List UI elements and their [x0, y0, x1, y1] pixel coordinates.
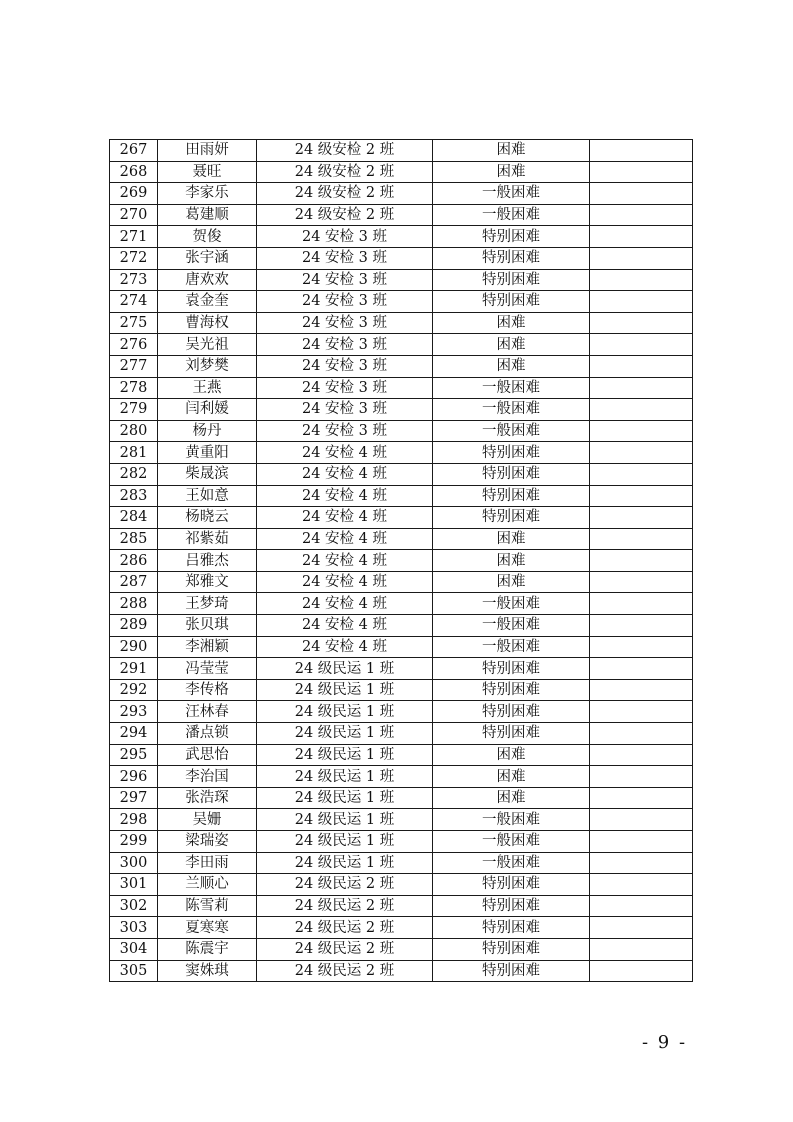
row-number-cell: 270 [110, 204, 158, 226]
difficulty-level-cell: 特别困难 [433, 291, 590, 313]
student-name-cell: 葛建顺 [158, 204, 257, 226]
table-body [110, 140, 693, 982]
remark-cell [590, 636, 693, 658]
row-number-cell: 294 [110, 723, 158, 745]
student-name-cell: 陈震宇 [158, 938, 257, 960]
class-cell: 24 安检 4 班 [257, 615, 433, 637]
student-name-cell: 兰顺心 [158, 874, 257, 896]
difficulty-level-cell: 特别困难 [433, 917, 590, 939]
difficulty-level-cell: 一般困难 [433, 183, 590, 205]
row-number-cell: 305 [110, 960, 158, 982]
remark-cell [590, 550, 693, 572]
remark-cell [590, 571, 693, 593]
table-row [110, 442, 693, 464]
row-number-cell: 273 [110, 269, 158, 291]
class-cell: 24 安检 3 班 [257, 334, 433, 356]
row-number-cell: 271 [110, 226, 158, 248]
row-number-cell: 277 [110, 355, 158, 377]
difficulty-level-cell: 一般困难 [433, 420, 590, 442]
row-number-cell: 288 [110, 593, 158, 615]
remark-cell [590, 809, 693, 831]
student-name-cell: 贺俊 [158, 226, 257, 248]
difficulty-level-cell: 特别困难 [433, 463, 590, 485]
difficulty-level-cell: 困难 [433, 744, 590, 766]
table-row [110, 420, 693, 442]
table-row [110, 679, 693, 701]
difficulty-level-cell: 一般困难 [433, 593, 590, 615]
row-number-cell: 304 [110, 938, 158, 960]
table-row [110, 615, 693, 637]
remark-cell [590, 269, 693, 291]
difficulty-level-cell: 特别困难 [433, 226, 590, 248]
table-row [110, 204, 693, 226]
remark-cell [590, 658, 693, 680]
remark-cell [590, 442, 693, 464]
student-name-cell: 杨丹 [158, 420, 257, 442]
student-name-cell: 张宇涵 [158, 247, 257, 269]
row-number-cell: 293 [110, 701, 158, 723]
row-number-cell: 303 [110, 917, 158, 939]
row-number-cell: 280 [110, 420, 158, 442]
row-number-cell: 281 [110, 442, 158, 464]
row-number-cell: 298 [110, 809, 158, 831]
remark-cell [590, 507, 693, 529]
remark-cell [590, 399, 693, 421]
student-name-cell: 柴晟滨 [158, 463, 257, 485]
remark-cell [590, 355, 693, 377]
class-cell: 24 级民运 1 班 [257, 658, 433, 680]
table-row [110, 658, 693, 680]
remark-cell [590, 938, 693, 960]
row-number-cell: 286 [110, 550, 158, 572]
student-name-cell: 李田雨 [158, 852, 257, 874]
difficulty-level-cell: 困难 [433, 355, 590, 377]
student-name-cell: 吕雅杰 [158, 550, 257, 572]
student-name-cell: 张贝琪 [158, 615, 257, 637]
table-row [110, 874, 693, 896]
class-cell: 24 安检 4 班 [257, 550, 433, 572]
difficulty-level-cell: 一般困难 [433, 615, 590, 637]
class-cell: 24 安检 3 班 [257, 269, 433, 291]
row-number-cell: 297 [110, 787, 158, 809]
remark-cell [590, 744, 693, 766]
remark-cell [590, 420, 693, 442]
difficulty-level-cell: 困难 [433, 528, 590, 550]
class-cell: 24 安检 4 班 [257, 507, 433, 529]
table-row [110, 463, 693, 485]
difficulty-level-cell: 特别困难 [433, 507, 590, 529]
student-name-cell: 张浩琛 [158, 787, 257, 809]
difficulty-level-cell: 一般困难 [433, 204, 590, 226]
remark-cell [590, 874, 693, 896]
table-row [110, 140, 693, 162]
student-name-cell: 王梦琦 [158, 593, 257, 615]
table-row [110, 528, 693, 550]
difficulty-level-cell: 特别困难 [433, 723, 590, 745]
row-number-cell: 300 [110, 852, 158, 874]
row-number-cell: 267 [110, 140, 158, 162]
student-name-cell: 黄重阳 [158, 442, 257, 464]
remark-cell [590, 852, 693, 874]
table-row [110, 809, 693, 831]
difficulty-level-cell: 困难 [433, 550, 590, 572]
remark-cell [590, 291, 693, 313]
row-number-cell: 275 [110, 312, 158, 334]
difficulty-level-cell: 特别困难 [433, 485, 590, 507]
student-name-cell: 李治国 [158, 766, 257, 788]
difficulty-level-cell: 特别困难 [433, 874, 590, 896]
difficulty-level-cell: 一般困难 [433, 852, 590, 874]
class-cell: 24 级民运 1 班 [257, 809, 433, 831]
difficulty-level-cell: 特别困难 [433, 247, 590, 269]
page-number: - 9 - [642, 1032, 688, 1053]
row-number-cell: 290 [110, 636, 158, 658]
difficulty-level-cell: 特别困难 [433, 269, 590, 291]
student-name-cell: 田雨妍 [158, 140, 257, 162]
student-name-cell: 潘点锁 [158, 723, 257, 745]
table-row [110, 334, 693, 356]
table-row [110, 269, 693, 291]
class-cell: 24 安检 4 班 [257, 442, 433, 464]
difficulty-level-cell: 困难 [433, 571, 590, 593]
student-name-cell: 王如意 [158, 485, 257, 507]
class-cell: 24 级民运 1 班 [257, 701, 433, 723]
class-cell: 24 安检 4 班 [257, 571, 433, 593]
table-row [110, 377, 693, 399]
remark-cell [590, 226, 693, 248]
row-number-cell: 283 [110, 485, 158, 507]
student-name-cell: 曹海权 [158, 312, 257, 334]
student-name-cell: 袁金奎 [158, 291, 257, 313]
row-number-cell: 272 [110, 247, 158, 269]
class-cell: 24 级民运 2 班 [257, 938, 433, 960]
table-row [110, 852, 693, 874]
student-name-cell: 李家乐 [158, 183, 257, 205]
difficulty-level-cell: 困难 [433, 140, 590, 162]
row-number-cell: 282 [110, 463, 158, 485]
difficulty-level-cell: 特别困难 [433, 895, 590, 917]
remark-cell [590, 528, 693, 550]
row-number-cell: 269 [110, 183, 158, 205]
table-row [110, 485, 693, 507]
student-name-cell: 王燕 [158, 377, 257, 399]
difficulty-level-cell: 一般困难 [433, 399, 590, 421]
student-name-cell: 李湘颖 [158, 636, 257, 658]
remark-cell [590, 485, 693, 507]
student-name-cell: 聂旺 [158, 161, 257, 183]
row-number-cell: 302 [110, 895, 158, 917]
table-row [110, 744, 693, 766]
class-cell: 24 级民运 1 班 [257, 831, 433, 853]
row-number-cell: 268 [110, 161, 158, 183]
remark-cell [590, 463, 693, 485]
remark-cell [590, 917, 693, 939]
student-name-cell: 夏寒寒 [158, 917, 257, 939]
student-name-cell: 杨晓云 [158, 507, 257, 529]
difficulty-level-cell: 困难 [433, 787, 590, 809]
class-cell: 24 级民运 1 班 [257, 766, 433, 788]
table-row [110, 938, 693, 960]
class-cell: 24 安检 4 班 [257, 528, 433, 550]
difficulty-level-cell: 特别困难 [433, 701, 590, 723]
difficulty-level-cell: 一般困难 [433, 636, 590, 658]
remark-cell [590, 960, 693, 982]
difficulty-level-cell: 一般困难 [433, 377, 590, 399]
row-number-cell: 289 [110, 615, 158, 637]
remark-cell [590, 831, 693, 853]
student-aid-table [109, 139, 693, 982]
remark-cell [590, 204, 693, 226]
remark-cell [590, 140, 693, 162]
table-row [110, 787, 693, 809]
table-row [110, 161, 693, 183]
row-number-cell: 285 [110, 528, 158, 550]
table-row [110, 226, 693, 248]
class-cell: 24 安检 3 班 [257, 226, 433, 248]
class-cell: 24 安检 3 班 [257, 399, 433, 421]
remark-cell [590, 593, 693, 615]
class-cell: 24 级民运 1 班 [257, 723, 433, 745]
table-row [110, 291, 693, 313]
row-number-cell: 284 [110, 507, 158, 529]
difficulty-level-cell: 一般困难 [433, 831, 590, 853]
student-name-cell: 陈雪莉 [158, 895, 257, 917]
table-row [110, 355, 693, 377]
table-row [110, 701, 693, 723]
class-cell: 24 安检 3 班 [257, 420, 433, 442]
class-cell: 24 安检 3 班 [257, 355, 433, 377]
class-cell: 24 级安检 2 班 [257, 183, 433, 205]
difficulty-level-cell: 特别困难 [433, 938, 590, 960]
row-number-cell: 292 [110, 679, 158, 701]
class-cell: 24 安检 3 班 [257, 377, 433, 399]
class-cell: 24 级民运 2 班 [257, 874, 433, 896]
student-name-cell: 祁紫茹 [158, 528, 257, 550]
table-row [110, 399, 693, 421]
student-name-cell: 刘梦樊 [158, 355, 257, 377]
table-row [110, 895, 693, 917]
class-cell: 24 安检 3 班 [257, 247, 433, 269]
student-name-cell: 唐欢欢 [158, 269, 257, 291]
row-number-cell: 295 [110, 744, 158, 766]
row-number-cell: 278 [110, 377, 158, 399]
student-name-cell: 冯莹莹 [158, 658, 257, 680]
table-row [110, 550, 693, 572]
student-name-cell: 梁瑞姿 [158, 831, 257, 853]
remark-cell [590, 895, 693, 917]
remark-cell [590, 701, 693, 723]
row-number-cell: 291 [110, 658, 158, 680]
difficulty-level-cell: 困难 [433, 161, 590, 183]
difficulty-level-cell: 困难 [433, 312, 590, 334]
class-cell: 24 安检 4 班 [257, 463, 433, 485]
difficulty-level-cell: 困难 [433, 766, 590, 788]
student-name-cell: 武思怡 [158, 744, 257, 766]
student-name-cell: 吴光祖 [158, 334, 257, 356]
difficulty-level-cell: 特别困难 [433, 442, 590, 464]
row-number-cell: 274 [110, 291, 158, 313]
remark-cell [590, 615, 693, 637]
table-row [110, 831, 693, 853]
remark-cell [590, 161, 693, 183]
class-cell: 24 级安检 2 班 [257, 140, 433, 162]
class-cell: 24 安检 4 班 [257, 636, 433, 658]
remark-cell [590, 787, 693, 809]
table-row [110, 636, 693, 658]
difficulty-level-cell: 一般困难 [433, 809, 590, 831]
class-cell: 24 级民运 2 班 [257, 895, 433, 917]
table-row [110, 183, 693, 205]
table-row [110, 507, 693, 529]
row-number-cell: 301 [110, 874, 158, 896]
row-number-cell: 276 [110, 334, 158, 356]
remark-cell [590, 679, 693, 701]
class-cell: 24 级安检 2 班 [257, 204, 433, 226]
student-name-cell: 汪林春 [158, 701, 257, 723]
table-row [110, 593, 693, 615]
student-name-cell: 窦姝琪 [158, 960, 257, 982]
remark-cell [590, 183, 693, 205]
row-number-cell: 296 [110, 766, 158, 788]
remark-cell [590, 247, 693, 269]
class-cell: 24 级民运 1 班 [257, 852, 433, 874]
class-cell: 24 级安检 2 班 [257, 161, 433, 183]
table-row [110, 766, 693, 788]
table-row [110, 312, 693, 334]
table-row [110, 247, 693, 269]
table-row [110, 571, 693, 593]
class-cell: 24 级民运 1 班 [257, 744, 433, 766]
difficulty-level-cell: 特别困难 [433, 658, 590, 680]
class-cell: 24 安检 3 班 [257, 312, 433, 334]
remark-cell [590, 377, 693, 399]
class-cell: 24 安检 4 班 [257, 593, 433, 615]
student-name-cell: 闫利媛 [158, 399, 257, 421]
class-cell: 24 级民运 1 班 [257, 787, 433, 809]
class-cell: 24 级民运 2 班 [257, 960, 433, 982]
table-row [110, 960, 693, 982]
remark-cell [590, 766, 693, 788]
row-number-cell: 279 [110, 399, 158, 421]
difficulty-level-cell: 特别困难 [433, 679, 590, 701]
class-cell: 24 级民运 2 班 [257, 917, 433, 939]
difficulty-level-cell: 特别困难 [433, 960, 590, 982]
class-cell: 24 安检 4 班 [257, 485, 433, 507]
row-number-cell: 287 [110, 571, 158, 593]
student-name-cell: 吴姗 [158, 809, 257, 831]
remark-cell [590, 334, 693, 356]
student-name-cell: 李传格 [158, 679, 257, 701]
class-cell: 24 级民运 1 班 [257, 679, 433, 701]
remark-cell [590, 312, 693, 334]
student-name-cell: 郑雅文 [158, 571, 257, 593]
row-number-cell: 299 [110, 831, 158, 853]
difficulty-level-cell: 困难 [433, 334, 590, 356]
table-row [110, 723, 693, 745]
remark-cell [590, 723, 693, 745]
class-cell: 24 安检 3 班 [257, 291, 433, 313]
table-row [110, 917, 693, 939]
